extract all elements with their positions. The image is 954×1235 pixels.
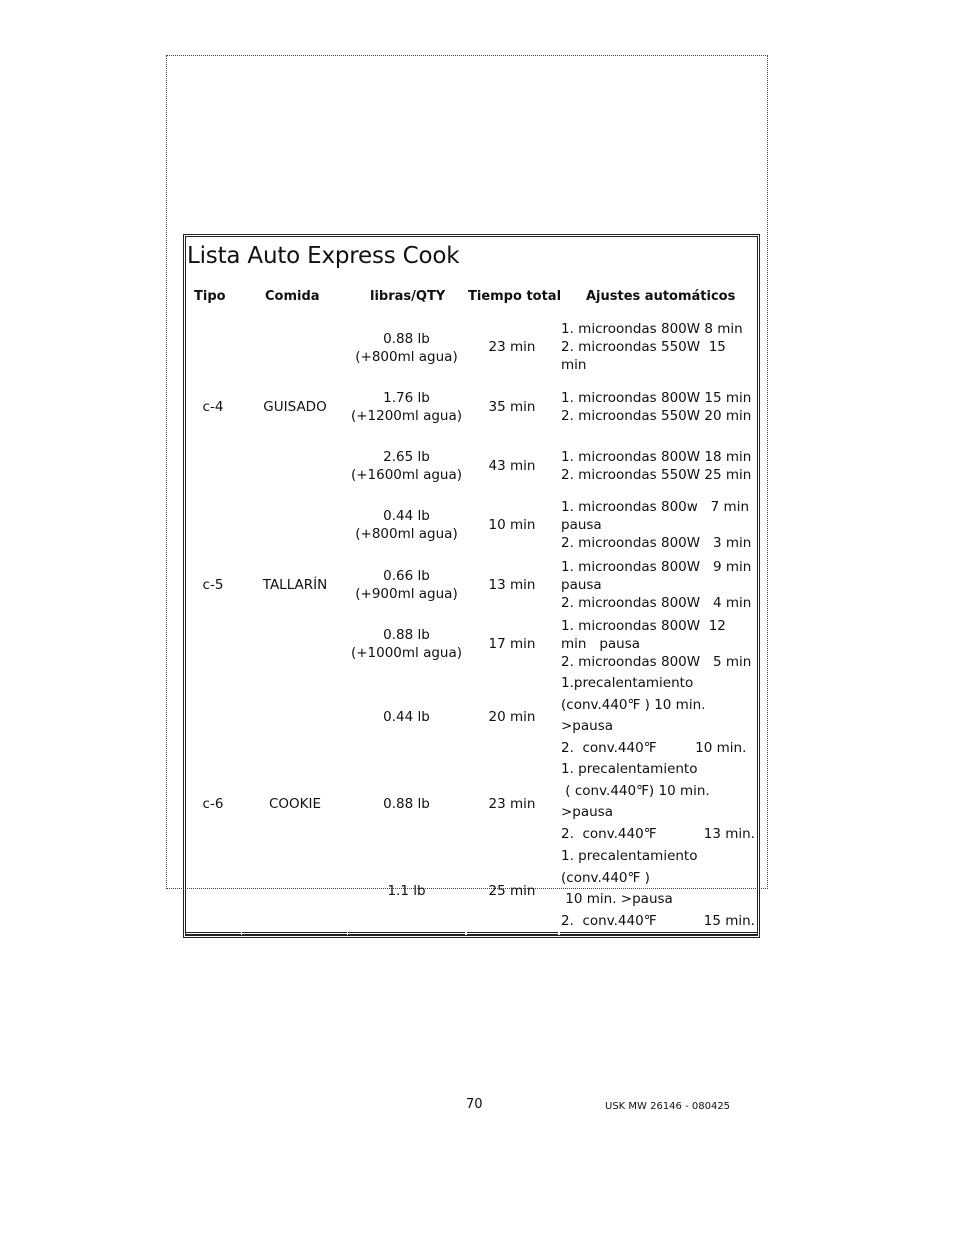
time-cell: 43 min bbox=[488, 458, 536, 474]
time-cell: 23 min bbox=[488, 796, 536, 812]
adjust-cell: 1.precalentamiento (conv.440℉ ) 10 min. >pausa 2. conv.440℉ 10 min. bbox=[561, 675, 747, 757]
table-bottom-rule bbox=[186, 932, 241, 935]
comida-cell: TALLARÍN bbox=[262, 577, 328, 593]
time-cell: 35 min bbox=[488, 399, 536, 415]
adjust-cell: 1. precalentamiento (conv.440℉ ) 10 min. >pausa 2. conv.440℉ 15 min. bbox=[561, 848, 755, 930]
time-cell: 23 min bbox=[488, 339, 536, 355]
tipo-cell: c-4 bbox=[202, 399, 224, 415]
qty-cell: 1.76 lb (+1200ml agua) bbox=[350, 390, 463, 424]
header-tipo: Tipo bbox=[194, 289, 226, 304]
qty-cell: 0.88 lb bbox=[383, 796, 430, 812]
adjust-cell: 1. microondas 800W 9 min pausa 2. microondas 800W 4 min bbox=[561, 559, 752, 611]
adjust-cell: 1. precalentamiento ( conv.440℉) 10 min. >pausa 2. conv.440℉ 13 min. bbox=[561, 761, 755, 843]
tipo-cell: c-6 bbox=[202, 796, 224, 812]
comida-cell: GUISADO bbox=[263, 399, 327, 415]
page-number: 70 bbox=[466, 1097, 483, 1112]
time-cell: 20 min bbox=[488, 709, 536, 725]
adjust-cell: 1. microondas 800W 12 min pausa 2. microondas 800W 5 min bbox=[561, 618, 752, 670]
header-tiempo: Tiempo total bbox=[468, 289, 562, 304]
table-bottom-rule bbox=[467, 932, 558, 935]
time-cell: 17 min bbox=[488, 636, 536, 652]
qty-cell: 0.44 lb (+800ml agua) bbox=[355, 508, 458, 542]
adjust-cell: 1. microondas 800W 15 min 2. microondas 550W 20 min bbox=[561, 390, 752, 424]
time-cell: 25 min bbox=[488, 883, 536, 899]
table-bottom-rule bbox=[560, 932, 757, 935]
time-cell: 13 min bbox=[488, 577, 536, 593]
header-comida: Comida bbox=[265, 289, 320, 304]
table-bottom-rule bbox=[348, 932, 465, 935]
adjust-cell: 1. microondas 800W 18 min 2. microondas 550W 25 min bbox=[561, 449, 752, 483]
qty-cell: 0.88 lb (+1000ml agua) bbox=[350, 627, 463, 661]
document-code: USK MW 26146 - 080425 bbox=[605, 1101, 731, 1112]
qty-cell: 0.88 lb (+800ml agua) bbox=[355, 331, 458, 365]
header-libras: libras/QTY bbox=[370, 289, 446, 304]
qty-cell: 0.66 lb (+900ml agua) bbox=[355, 568, 458, 602]
qty-cell: 0.44 lb bbox=[383, 709, 430, 725]
table-bottom-rule bbox=[242, 932, 347, 935]
page-title: Lista Auto Express Cook bbox=[187, 243, 460, 269]
qty-cell: 2.65 lb (+1600ml agua) bbox=[350, 449, 463, 483]
adjust-cell: 1. microondas 800w 7 min pausa 2. microondas 800W 3 min bbox=[561, 499, 752, 551]
time-cell: 10 min bbox=[488, 517, 536, 533]
adjust-cell: 1. microondas 800W 8 min 2. microondas 550W 15 min bbox=[561, 321, 743, 373]
comida-cell: COOKIE bbox=[268, 796, 322, 812]
tipo-cell: c-5 bbox=[202, 577, 224, 593]
qty-cell: 1.1 lb bbox=[387, 883, 426, 899]
header-ajustes: Ajustes automáticos bbox=[586, 289, 736, 304]
